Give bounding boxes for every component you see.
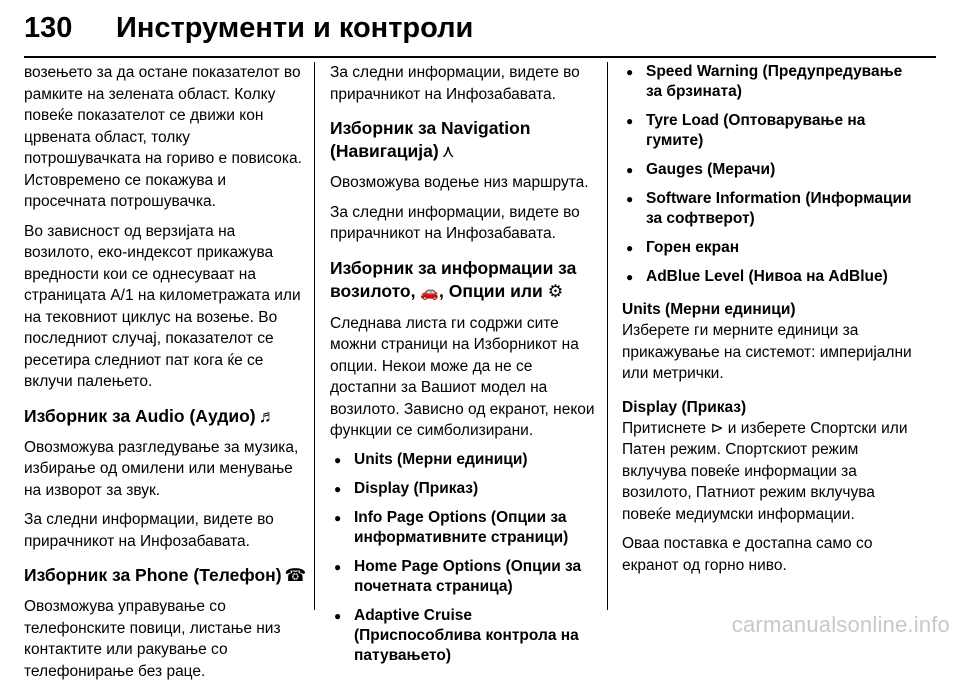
header-divider (24, 56, 936, 58)
eco-index-paragraph: возењето за да остане показателот во рамките на зелената област. Колку повеќе показателот се движи кон црвената област, толку потрошувачката на гориво е повисока. Истовремено се покажува и просечната потрошувачка. (24, 64, 302, 210)
column-1 (24, 62, 307, 690)
page-header (24, 10, 936, 58)
list-item: ● Tyre Load (Оптоварување на гумите) (622, 111, 922, 151)
display-description (622, 418, 922, 526)
column-2 (330, 62, 598, 675)
audio-reference: За следни информации, видете во прирачникот на Инфозабавата. (24, 511, 274, 550)
list-item: ● Gauges (Мерачи) (622, 160, 922, 180)
play-arrow-icon: ⊳ (710, 419, 724, 437)
display-text-b: и изберете Спортски или Патен режим. Спортскиот режим вклучува повеќе информации за возилото, Патниот режим вклучува повеќе медиумски информации. (622, 419, 908, 523)
eco-index-version-paragraph: Во зависност од верзијата на возилото, еко-индексот прикажува вредности кои се однесуваат на страницата A/1 на километражата или на тековниот циклус на возење. Во последниот случај, показателот се ресетира следниот пат кога ќе се вклучи палењето. (24, 222, 301, 390)
list-item: ● AdBlue Level (Нивоа на AdBlue) (622, 267, 922, 287)
display-heading: Display (Приказ) (622, 398, 747, 416)
navigation-arrow-icon: ⋏ (441, 141, 455, 161)
options-list-continued (622, 62, 922, 287)
vehicle-info-heading-text: Изборник за информации за возилото, (330, 257, 577, 301)
vehicle-info-heading (330, 257, 598, 304)
options-heading-text: , Опции или (439, 280, 543, 301)
column-3 (622, 62, 922, 584)
car-icon: 🚗 (420, 283, 440, 301)
audio-description: Овозможува разгледување за музика, избирање од омилени или менување на изворот за звук. (24, 438, 299, 499)
list-item: ● Горен екран (622, 238, 922, 258)
phone-description: Овозможува управување со телефонските повици, листање низ контактите или ракување со телефонирање без раце. (24, 598, 281, 680)
list-item: ● Display (Приказ) (330, 479, 598, 499)
units-description: Изберете ги мерните единици за прикажување на системот: империјални или метрички. (622, 322, 912, 382)
phone-menu-heading (24, 564, 307, 587)
options-description: Следнава листа ги содржи сите можни страници на Изборникот на опции. Некои може да не се достапни за Вашиот модел на возилото. Зависно од екранот, некои функции се симболизирани. (330, 314, 595, 439)
column-divider-2 (607, 62, 608, 610)
list-item: ● Adaptive Cruise (Приспособлива контрола на патувањето) (330, 606, 598, 666)
display-availability: Оваа поставка е достапна само со екранот од горно ниво. (622, 535, 873, 574)
audio-menu-heading (24, 405, 302, 428)
list-item: ● Home Page Options (Опции за почетната страница) (330, 557, 598, 597)
display-text-a: Притиснете (622, 419, 707, 437)
navigation-reference: За следни информации, видете во прирачникот на Инфозабавата. (330, 203, 580, 242)
phone-icon: ☎ (284, 565, 307, 585)
navigation-menu-heading (330, 117, 598, 163)
music-note-icon: ♬ (258, 405, 277, 426)
page-title: Инструменти и контроли (116, 12, 474, 44)
phone-heading-text: Изборник за Phone (Телефон) (24, 565, 282, 585)
list-item: ● Speed Warning (Предупредување за брзината) (622, 62, 922, 102)
list-item: ● Info Page Options (Опции за информативните страници) (330, 508, 598, 548)
navigation-description: Овозможува водење низ маршрута. (330, 174, 589, 191)
navigation-heading-text: Изборник за Navigation (Навигација) (330, 118, 531, 161)
list-item: ● Software Information (Информации за софтверот) (622, 189, 922, 229)
options-list (330, 450, 598, 666)
page-number: 130 (24, 12, 73, 44)
phone-reference: За следни информации, видете во прирачникот на Инфозабавата. (330, 64, 580, 103)
audio-heading-text: Изборник за Audio (Аудио) (24, 405, 256, 426)
list-item: ● Units (Мерни единици) (330, 450, 598, 470)
watermark: carmanualsonline.info (731, 612, 950, 637)
gear-icon: ⚙ (547, 280, 564, 301)
column-divider-1 (314, 62, 315, 610)
units-heading: Units (Мерни единици) (622, 301, 796, 318)
